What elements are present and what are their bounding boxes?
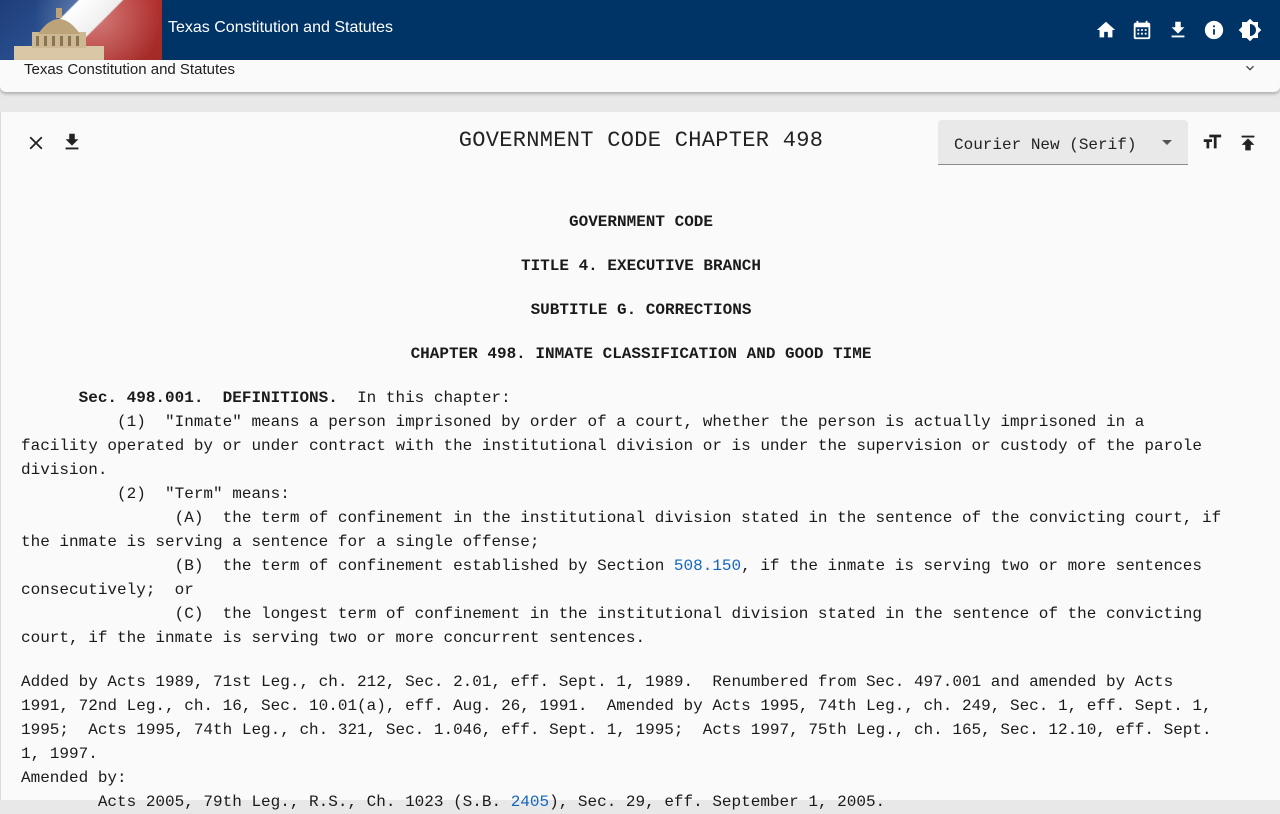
history-line: Added by Acts 1989, 71st Leg., ch. 212, Sec. 2.01, eff. Sept. 1, 1989. Renumbered from Sec. 497.001 and amended by Acts (21, 673, 1174, 691)
text-size-icon[interactable] (1200, 131, 1224, 153)
font-select-value: Courier New (Serif) (954, 136, 1137, 154)
capitol-dome-icon (14, 6, 104, 60)
heading-chapter: CHAPTER 498. INMATE CLASSIFICATION AND GOOD TIME (410, 345, 872, 363)
info-icon[interactable] (1202, 14, 1226, 46)
brightness-icon[interactable] (1238, 14, 1262, 46)
section-link-508-150[interactable]: 508.150 (673, 557, 742, 575)
scroll-to-top-icon[interactable] (1237, 131, 1259, 155)
expansion-panel-title: Texas Constitution and Statutes (24, 61, 235, 78)
app-bar-actions (1094, 14, 1262, 46)
calendar-icon[interactable] (1130, 14, 1154, 46)
section-heading: Sec. 498.001. DEFINITIONS. (78, 389, 338, 407)
document-viewer (0, 112, 1280, 811)
text-fragment: , if the inmate is serving two or more sentences (741, 557, 1202, 575)
dropdown-caret-icon (1162, 140, 1172, 145)
font-select[interactable] (938, 120, 1188, 165)
app-bar (0, 0, 1280, 60)
document-body (21, 210, 1266, 814)
text-line: court, if the inmate is serving two or more concurrent sentences. (21, 629, 646, 647)
text-line: the inmate is serving a sentence for a single offense; (21, 533, 540, 551)
heading-subtitle: SUBTITLE G. CORRECTIONS (530, 301, 752, 319)
text-fragment: (B) the term of confinement established by Section (21, 557, 674, 575)
text-fragment: ), Sec. 29, eff. September 1, 2005. (549, 793, 886, 811)
history-line: 1995; Acts 1995, 74th Leg., ch. 321, Sec. 1.046, eff. Sept. 1, 1995; Acts 1997, 75th Leg., ch. 165, Sec. 12.10, eff. Sept. (21, 721, 1212, 739)
chevron-down-icon[interactable] (1242, 60, 1258, 76)
texas-capitol-logo[interactable] (0, 0, 162, 60)
home-icon[interactable] (1094, 14, 1118, 46)
text-line: (2) "Term" means: (21, 485, 290, 503)
bill-link-2405[interactable]: 2405 (510, 793, 550, 811)
history-line: 1991, 72nd Leg., ch. 16, Sec. 10.01(a), eff. Aug. 26, 1991. Amended by Acts 1995, 74th Leg., ch. 249, Sec. 1, eff. Sept. 1, (21, 697, 1212, 715)
text-fragment: Acts 2005, 79th Leg., R.S., Ch. 1023 (S.B. (21, 793, 511, 811)
app-title: Texas Constitution and Statutes (168, 19, 394, 36)
section-heading-line (21, 386, 1266, 410)
amendment-line (21, 790, 1266, 814)
document-title: GOVERNMENT CODE CHAPTER 498 (458, 128, 824, 153)
spacer (21, 650, 1266, 670)
amended-by-label: Amended by: (21, 769, 127, 787)
text-line: consecutively; or (21, 581, 194, 599)
text-line: (1) "Inmate" means a person imprisoned by order of a court, whether the person is actually imprisoned in a (21, 413, 1145, 431)
statutes-expansion-panel[interactable] (0, 60, 1280, 92)
text-line: division. (21, 461, 108, 479)
document-toolbar (1, 112, 1280, 172)
text-line (21, 554, 1266, 578)
heading-title: TITLE 4. EXECUTIVE BRANCH (520, 257, 762, 275)
text-line: facility operated by or under contract with the institutional division or is under the supervision or custody of the parole (21, 437, 1202, 455)
download-document-icon[interactable] (61, 130, 83, 154)
text-line: (C) the longest term of confinement in the institutional division stated in the sentence of the convicting (21, 605, 1202, 623)
text-line: (A) the term of confinement in the institutional division stated in the sentence of the convicting court, if (21, 509, 1222, 527)
download-icon[interactable] (1166, 14, 1190, 46)
history-line: 1, 1997. (21, 745, 98, 763)
section-intro: In this chapter: (337, 389, 511, 407)
close-icon[interactable] (25, 132, 47, 154)
heading-code: GOVERNMENT CODE (568, 213, 714, 231)
